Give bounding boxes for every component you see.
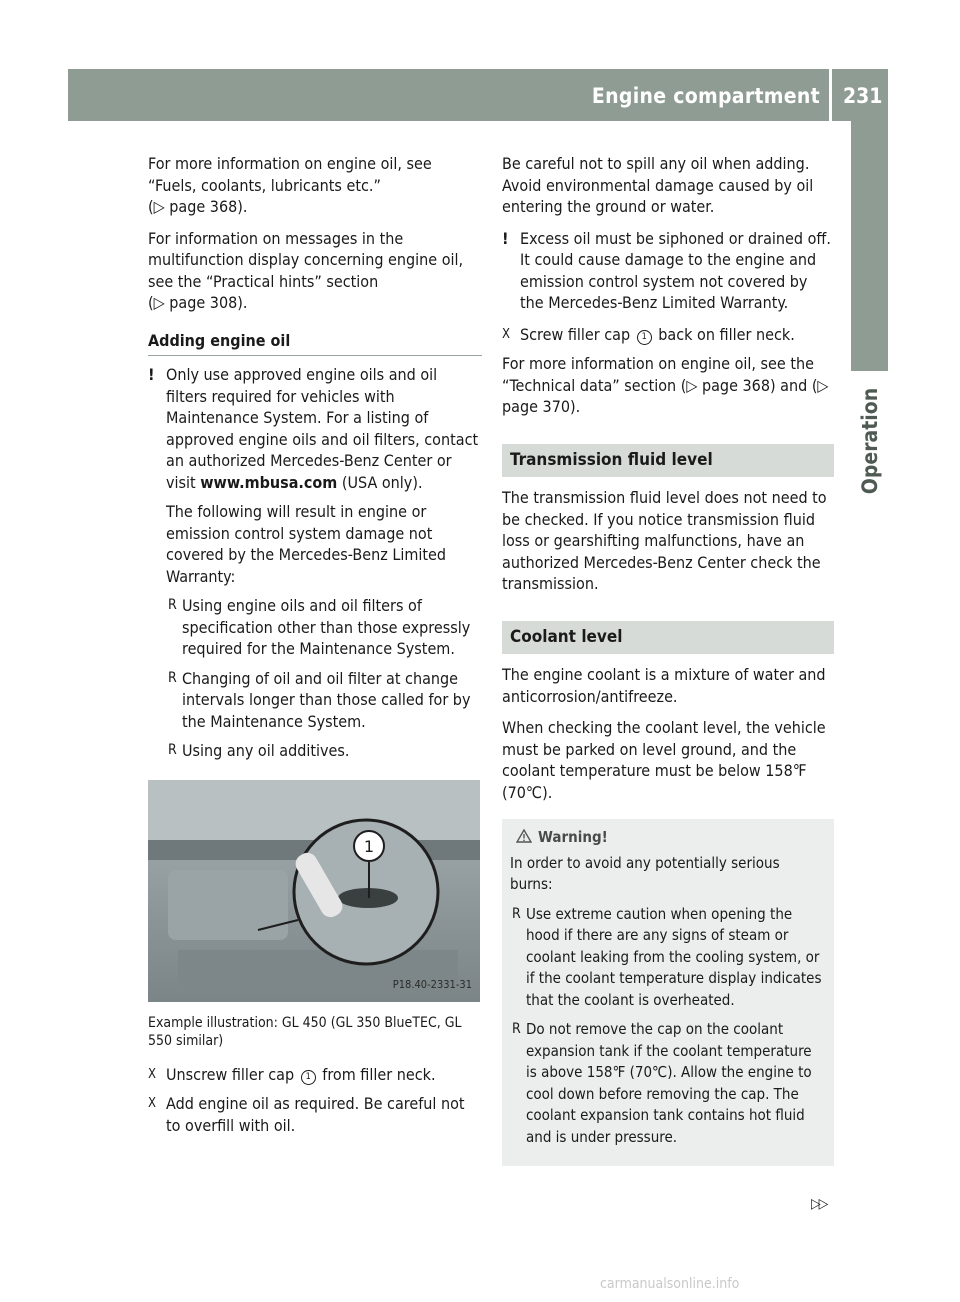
side-tab <box>851 121 888 371</box>
bullet-text: Changing of oil and oil filter at change intervals longer than those called for by the Maintenance System. <box>182 668 471 731</box>
list-item <box>510 904 826 1012</box>
step-text: Add engine oil as required. Be careful not to overfill with oil. <box>166 1094 465 1135</box>
watermark: carmanualsonline.info <box>600 1276 740 1292</box>
notice-text-2: The following will result in engine or emission control system damage not covered by the Mercedes-Benz Limited Warranty: <box>166 502 447 586</box>
intro-engine-oil-text: For more information on engine oil, see “Fuels, coolants, lubricants etc.” <box>148 154 432 195</box>
technical-data-ref: For more information on engine oil, see the “Technical data” section (▷ page 368) and (▷ page 370). <box>502 354 829 416</box>
warning-title <box>510 827 826 849</box>
notice-excess-oil-text: Excess oil must be siphoned or drained off. It could cause damage to the engine and emission control system not covered by the Mercedes-Benz Limited Warranty. <box>520 228 831 312</box>
bullet-icon: R <box>512 905 521 922</box>
list-item <box>166 595 482 660</box>
section-coolant-level: Coolant level <box>502 621 834 655</box>
warning-title-text: Warning! <box>538 828 608 846</box>
left-column <box>148 153 482 1144</box>
bullet-text: Using engine oils and oil filters of specification other than those expressly required for the Maintenance System. <box>182 596 471 658</box>
photo-code: P18.40-2331-31 <box>392 978 472 991</box>
step-text-post: back on filler neck. <box>653 324 795 344</box>
warning-triangle-icon <box>516 829 532 843</box>
heading-adding-engine-oil: Adding engine oil <box>148 330 482 357</box>
engine-illustration <box>148 780 480 1002</box>
list-item <box>166 740 482 762</box>
notice-text-1-pre: Only use approved engine oils and oil filters required for vehicles with Maintenance System. For a listing of approved engine oils and oil filters, contact an authorized Mercedes-Benz Center or visit <box>166 365 479 492</box>
step-screw-cap <box>502 324 834 346</box>
step-unscrew-cap <box>148 1064 482 1086</box>
photo-caption: Example illustration: GL 450 (GL 350 BlueTEC, GL 550 similar) <box>148 1014 462 1049</box>
bullet-text: Using any oil additives. <box>182 741 350 760</box>
bullet-icon: R <box>168 669 177 686</box>
transmission-text: The transmission fluid level does not need to be checked. If you notice transmission fluid loss or gearshifting malfunctions, have an authorized Mercedes-Benz Center check the transmission. <box>502 488 827 593</box>
coolant-text-2: When checking the coolant level, the vehicle must be parked on level ground, and the coolant temperature must be below 158℉ (70℃). <box>502 718 826 802</box>
exclamation-icon: ! <box>502 228 509 248</box>
side-tab-label: Operation <box>857 387 882 495</box>
list-item <box>166 668 482 733</box>
notice-excess-oil <box>502 228 834 314</box>
page-ref-308[interactable]: (▷ page 308). <box>148 293 248 312</box>
step-text-post: from filler neck. <box>317 1064 436 1084</box>
page-number: 231 <box>843 84 883 108</box>
bullet-text: Use extreme caution when opening the hood if there are any signs of steam or coolant leaking from the cooling system, or if the coolant temperature display indicates that the coolant is overheated. <box>526 904 822 1009</box>
callout-1-icon: 1 <box>301 1070 316 1085</box>
warning-box <box>502 819 834 1166</box>
step-text-pre: Screw filler cap <box>520 324 635 344</box>
step-add-oil <box>148 1093 482 1136</box>
coolant-text-1: The engine coolant is a mixture of water and anticorrosion/antifreeze. <box>502 665 826 706</box>
header-divider <box>829 69 832 121</box>
right-column <box>502 153 834 1166</box>
photo-callout-1: 1 <box>363 836 375 856</box>
page-title: Engine compartment <box>591 84 820 108</box>
page-ref-368[interactable]: (▷ page 368). <box>148 197 248 216</box>
step-arrow-icon: X <box>148 1066 157 1082</box>
bullet-icon: R <box>168 597 177 613</box>
intro-messages <box>148 228 482 314</box>
notice-approved-oils <box>148 364 482 762</box>
step-arrow-icon: X <box>148 1096 157 1111</box>
spill-warning-text: Be careful not to spill any oil when adding. Avoid environmental damage caused by oil entering the ground or water. <box>502 154 814 216</box>
warning-intro: In order to avoid any potentially serious burns: <box>510 853 780 893</box>
list-item <box>510 1019 826 1148</box>
exclamation-icon: ! <box>148 365 155 384</box>
mbusa-link[interactable]: www.mbusa.com <box>200 472 338 492</box>
intro-messages-text: For information on messages in the multifunction display concerning engine oil, see the “Practical hints” section <box>148 228 464 291</box>
section-transmission-fluid: Transmission fluid level <box>502 444 834 478</box>
callout-1-icon: 1 <box>637 330 652 345</box>
notice-text-1 <box>166 364 482 493</box>
intro-engine-oil <box>148 153 482 218</box>
engine-photo <box>148 780 480 1002</box>
step-arrow-icon: X <box>502 326 511 342</box>
notice-text-1-post: (USA only). <box>337 472 423 492</box>
bullet-icon: R <box>512 1021 521 1037</box>
side-tab-label-box <box>851 371 888 511</box>
step-text-pre: Unscrew filler cap <box>166 1064 299 1084</box>
continue-mark: ▷▷ <box>811 1196 827 1212</box>
bullet-text: Do not remove the cap on the coolant expansion tank if the coolant temperature is above 158℉ (70℃). Allow the engine to cool down before removing the cap. The coolant expansion tank contains hot fluid and is under pressure. <box>526 1020 812 1146</box>
bullet-icon: R <box>168 742 177 758</box>
